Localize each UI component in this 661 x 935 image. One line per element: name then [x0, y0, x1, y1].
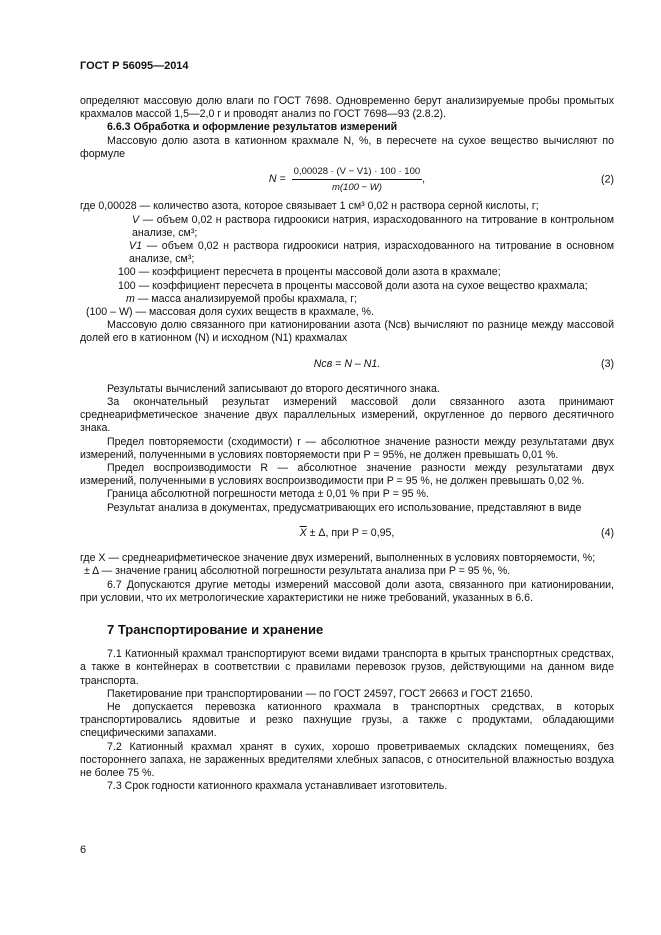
- formula-2-numerator: 0,00028 · (V − V1) · 100 · 100: [292, 165, 422, 180]
- formula-2-fraction: [292, 165, 422, 194]
- definition-line: 100 — коэффициент пересчета в проценты массовой доли азота на сухое вещество крахмала;: [118, 279, 588, 292]
- paragraph-reproducibility: Предел воспроизводимости R — абсолютное значение разности между результатами двух измерений, полученными в условиях воспроизводимости при P = 95 %, не должен превышать 0,02 %.: [80, 462, 614, 488]
- document-header: ГОСТ Р 56095—2014: [80, 60, 189, 72]
- formula-2-tail: ,: [422, 173, 426, 186]
- formula-3: [80, 358, 614, 371]
- formula-3-expression: Nсв = N – N1.: [313, 357, 381, 370]
- formula-4: [80, 527, 614, 540]
- formula-4-x-bar: $\overline{X}$: [299, 526, 307, 539]
- definition-line: (100 – W) — массовая доля сухих веществ в крахмале, %.: [86, 306, 374, 319]
- formula-3-number: (3): [601, 357, 614, 370]
- paragraph-7-1-restriction: Не допускается перевозка катионного крахмала в транспортных средствах, в которых транспортировались ядовитые и резко пахнущие грузы, а также с продуктами, обладающими специфическими запахами.: [80, 700, 614, 740]
- paragraph-7-3: 7.3 Срок годности катионного крахмала устанавливает изготовитель.: [107, 780, 448, 793]
- paragraph-rounding: Результаты вычислений записывают до второго десятичного знака.: [107, 382, 440, 395]
- paragraph-error-limit: Граница абсолютной погрешности метода ± 0,01 % при P = 95 %.: [107, 488, 429, 501]
- paragraph-bound-nitrogen: Массовую долю связанного при катионировании азота (Nсв) вычисляют по разнице между массовой долей его в катионном (N) и исходном (N1) крахмалах: [80, 319, 614, 345]
- paragraph-7-2: 7.2 Катионный крахмал хранят в сухих, хорошо проветриваемых складских помещениях, без постороннего запаха, не зараженных вредителями хлебных запасов, с относительной влажностью воздуха не более 75 %.: [80, 740, 614, 779]
- definition-line: 100 — коэффициент пересчета в проценты массовой доли азота в крахмале;: [118, 266, 501, 279]
- paragraph-formula-intro: Массовую долю азота в катионном крахмале N, %, в пересчете на сухое вещество вычисляют по формуле: [80, 134, 614, 160]
- definition-line: V1 — объем 0,02 н раствора гидроокиси натрия, израсходованного на титрование в основном анализе, см³;: [129, 240, 614, 266]
- formula-4-expression: ± Δ, при P = 0,95,: [306, 526, 395, 539]
- formula-2-number: (2): [601, 173, 614, 186]
- formula-4-definition: ± Δ — значение границ абсолютной погрешности результата анализа при P = 95 %, %.: [84, 565, 511, 578]
- formula-4-number: (4): [601, 526, 614, 539]
- paragraph-final-result: За окончательный результат измерений массовой доли связанного азота принимают среднеарифметическое значение двух параллельных измерений, округленное до первого десятичного знака.: [80, 396, 614, 435]
- paragraph-repeatability: Предел повторяемости (сходимости) r — абсолютное значение разности между результатами двух измерений, полученными в условиях повторяемости при P = 95%, не должен превышать 0,01 %.: [80, 435, 614, 461]
- paragraph-7-1-packaging: Пакетирование при транспортировании — по ГОСТ 24597, ГОСТ 26663 и ГОСТ 21650.: [107, 687, 533, 700]
- section-title-7: 7 Транспортирование и хранение: [107, 621, 324, 637]
- definition-line: m — масса анализируемой пробы крахмала, г;: [126, 292, 358, 305]
- paragraph-continuation: определяют массовую долю влаги по ГОСТ 7698. Одновременно берут анализируемые пробы промытых крахмалов массой 1,5—2,0 г и проводят анализ по ГОСТ 7698—93 (2.8.2).: [80, 95, 614, 121]
- paragraph-6-7: 6.7 Допускаются другие методы измерений массовой доли азота, связанного при катионировании, при условии, что их метрологические характеристики не ниже требований, указанных в 6.6.: [80, 578, 614, 604]
- definition-line: V — объем 0,02 н раствора гидроокиси натрия, израсходованного на титрование в контрольном анализе, см³;: [132, 213, 614, 239]
- definition-line: где 0,00028 — количество азота, которое связывает 1 см³ 0,02 н раствора серной кислоты, г;: [80, 200, 539, 213]
- paragraph-result-presentation: Результат анализа в документах, предусматривающих его использование, представляют в виде: [107, 501, 582, 514]
- formula-2: [80, 165, 614, 194]
- subsection-title-6-6-3: 6.6.3 Обработка и оформление результатов измерений: [107, 121, 398, 134]
- formula-2-lhs: N =: [268, 173, 286, 186]
- formula-4-definition: где X — среднеарифметическое значение двух измерений, выполненных в условиях повторяемости, %;: [80, 552, 596, 565]
- formula-2-definitions: [80, 200, 614, 319]
- formula-2-denominator: m(100 − W): [331, 182, 382, 194]
- page-number: 6: [80, 844, 87, 856]
- document-body: [80, 95, 614, 793]
- paragraph-7-1: 7.1 Катионный крахмал транспортируют всеми видами транспорта в крытых транспортных средствах, а также в контейнерах в соответствии с правилами перевозок грузов, действующими на данном виде транспорта.: [80, 648, 614, 687]
